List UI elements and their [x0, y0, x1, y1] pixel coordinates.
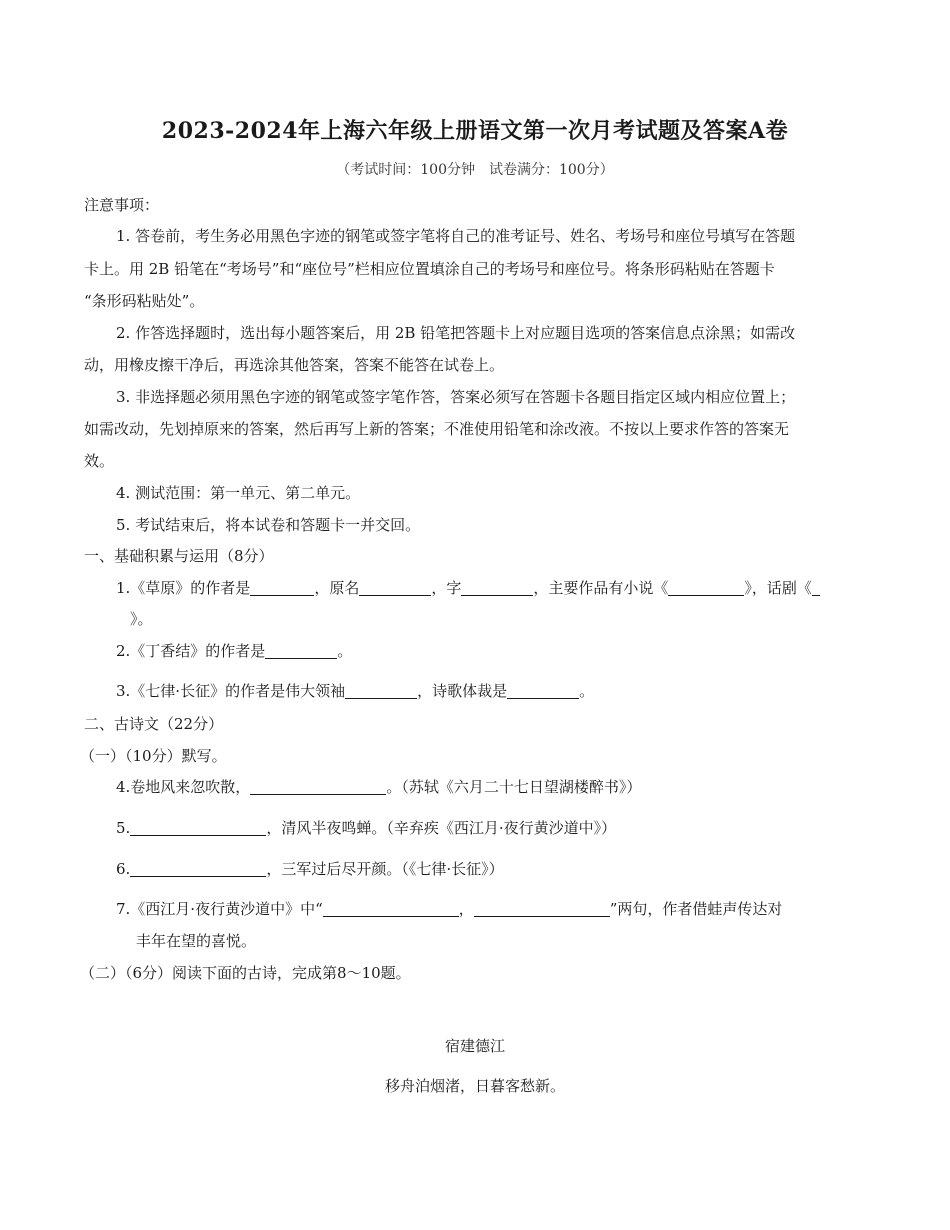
poem-line-1: 移舟泊烟渚，日暮客愁新。 — [384, 1077, 565, 1095]
poem-title: 宿建德江 — [444, 1037, 505, 1055]
answer-blank[interactable] — [474, 900, 610, 917]
note-1-line-2: 卡上。用 2B 铅笔在“考场号”和“座位号”栏相应位置填涂自己的考场号和座位号。将条形码粘贴在答题卡 — [84, 260, 775, 278]
question-6: 6. ，三军过后尽开颜。（《七律·长征》） — [116, 860, 504, 878]
notes-heading: 注意事项： — [84, 196, 160, 214]
note-4: 4. 测试范围：第一单元、第二单元。 — [116, 484, 361, 502]
answer-blank[interactable] — [359, 579, 431, 596]
note-5: 5. 考试结束后，将本试卷和答题卡一并交回。 — [116, 516, 421, 534]
answer-blank[interactable] — [345, 682, 417, 699]
answer-blank[interactable] — [668, 579, 744, 596]
note-3-line-3: 效。 — [84, 452, 115, 470]
question-3: 3.《七律·长征》的作者是伟大领袖 ，诗歌体裁是 。 — [116, 682, 595, 700]
note-3-line-1: 3. 非选择题必须用黑色字迹的钢笔或签字笔作答，答案必须写在答题卡各题目指定区域内相应位置上； — [116, 388, 796, 406]
question-4: 4.卷地风来忽吹散， 。（苏轼《六月二十七日望湖楼醉书》） — [116, 778, 642, 796]
answer-blank[interactable] — [812, 579, 820, 596]
question-1: 1.《草原》的作者是 ，原名 ，字 ，主要作品有小说《 》，话剧《 — [116, 577, 820, 598]
page-title: 2023-2024年上海六年级上册语文第一次月考试题及答案A卷 — [161, 118, 789, 144]
answer-blank[interactable] — [507, 682, 579, 699]
exam-info: （考试时间：100分钟 试卷满分：100分） — [336, 162, 614, 178]
question-1-cont: 》。 — [130, 610, 153, 628]
note-3-line-2: 如需改动，先划掉原来的答案，然后再写上新的答案；不准使用铅笔和涂改液。不按以上要求作答的答案无 — [84, 420, 790, 438]
section-1-heading: 一、基础积累与运用（8分） — [84, 547, 274, 565]
note-2-line-2: 动，用橡皮擦干净后，再选涂其他答案，答案不能答在试卷上。 — [84, 356, 505, 374]
answer-blank[interactable] — [323, 900, 459, 917]
part-2-heading: （二）（6分）阅读下面的古诗，完成第8～10题。 — [80, 964, 411, 982]
note-1-line-1: 1. 答卷前，考生务必用黑色字迹的钢笔或签字笔将自己的准考证号、姓名、考场号和座位号填写在答题 — [116, 227, 796, 245]
question-7-cont: 丰年在望的喜悦。 — [136, 932, 257, 950]
answer-blank[interactable] — [265, 642, 337, 659]
question-5: 5. ，清风半夜鸣蝉。（辛弃疾《西江月·夜行黄沙道中》） — [116, 819, 617, 837]
part-1-heading: （一）（10分）默写。 — [80, 747, 227, 765]
answer-blank[interactable] — [250, 579, 314, 596]
question-7: 7.《西江月·夜行黄沙道中》中“ ， ”两句，作者借蛙声传达对 — [116, 900, 783, 918]
note-1-line-3: “条形码粘贴处”。 — [84, 292, 205, 310]
section-2-heading: 二、古诗文（22分） — [84, 715, 224, 733]
answer-blank[interactable] — [130, 860, 266, 877]
note-2-line-1: 2. 作答选择题时，选出每小题答案后，用 2B 铅笔把答题卡上对应题目选项的答案信息点涂黑；如需改 — [116, 324, 796, 342]
answer-blank[interactable] — [130, 819, 266, 836]
question-2: 2.《丁香结》的作者是 。 — [116, 642, 353, 660]
answer-blank[interactable] — [250, 778, 386, 795]
answer-blank[interactable] — [461, 579, 533, 596]
